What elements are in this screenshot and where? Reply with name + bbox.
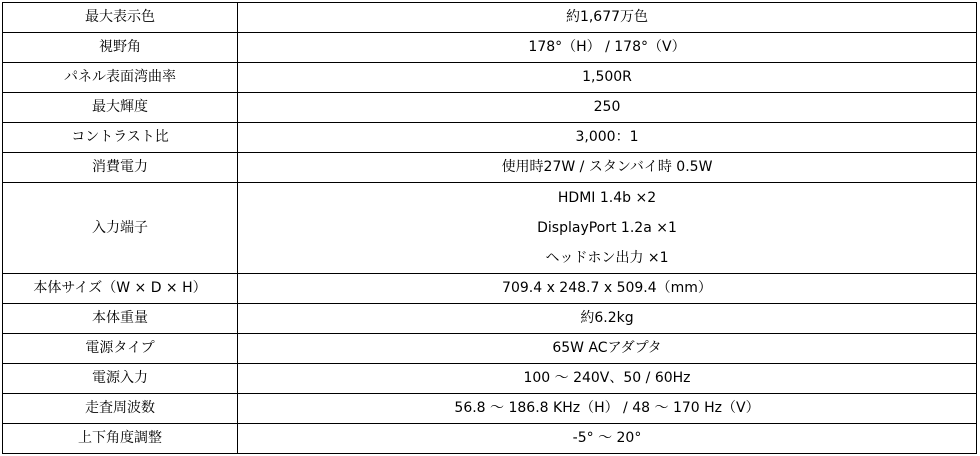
row-label-power-input: 電源入力 — [3, 364, 238, 394]
row-label-power-type: 電源タイプ — [3, 334, 238, 364]
row-value-scan-frequency: 56.8 ～ 186.8 KHz（H） / 48 ～ 170 Hz（V） — [238, 394, 977, 424]
table-row — [3, 153, 977, 183]
input-port-hdmi: HDMI 1.4b ×2 — [557, 190, 657, 206]
row-value-viewing-angle: 178°（H） / 178°（V） — [238, 33, 977, 63]
row-value-power-consumption: 使用時27W / スタンバイ時 0.5W — [238, 153, 977, 183]
input-port-displayport: DisplayPort 1.2a ×1 — [537, 220, 677, 236]
table-row — [3, 394, 977, 424]
row-value-curvature: 1,500R — [238, 63, 977, 93]
row-value-weight: 約6.2kg — [238, 304, 977, 334]
input-port-headphone: ヘッドホン出力 ×1 — [545, 250, 669, 266]
row-value-contrast: 3,000：1 — [238, 123, 977, 153]
row-label-curvature: パネル表面湾曲率 — [3, 63, 238, 93]
row-label-max-brightness: 最大輝度 — [3, 93, 238, 123]
row-label-weight: 本体重量 — [3, 304, 238, 334]
row-label-contrast: コントラスト比 — [3, 123, 238, 153]
row-value-tilt: -5° ～ 20° — [238, 424, 977, 454]
row-label-power-consumption: 消費電力 — [3, 153, 238, 183]
row-label-scan-frequency: 走査周波数 — [3, 394, 238, 424]
table-row — [3, 364, 977, 394]
row-value-power-input: 100 ～ 240V、50 / 60Hz — [238, 364, 977, 394]
row-value-input-ports — [238, 183, 977, 274]
row-label-viewing-angle: 視野角 — [3, 33, 238, 63]
row-label-dimensions: 本体サイズ（W × D × H） — [3, 274, 238, 304]
table-row — [3, 274, 977, 304]
table-row — [3, 424, 977, 454]
row-value-max-colors: 約1,677万色 — [238, 3, 977, 33]
table-row — [3, 304, 977, 334]
row-value-max-brightness: 250 — [238, 93, 977, 123]
row-value-dimensions: 709.4 x 248.7 x 509.4（mm） — [238, 274, 977, 304]
table-row — [3, 334, 977, 364]
row-value-power-type: 65W ACアダプタ — [238, 334, 977, 364]
table-row — [3, 63, 977, 93]
table-row — [3, 33, 977, 63]
table-row — [3, 123, 977, 153]
table-row — [3, 183, 977, 274]
row-label-max-colors: 最大表示色 — [3, 3, 238, 33]
table-row — [3, 93, 977, 123]
row-label-tilt: 上下角度調整 — [3, 424, 238, 454]
spec-table — [2, 2, 977, 454]
table-row — [3, 3, 977, 33]
row-label-input-ports: 入力端子 — [3, 183, 238, 274]
